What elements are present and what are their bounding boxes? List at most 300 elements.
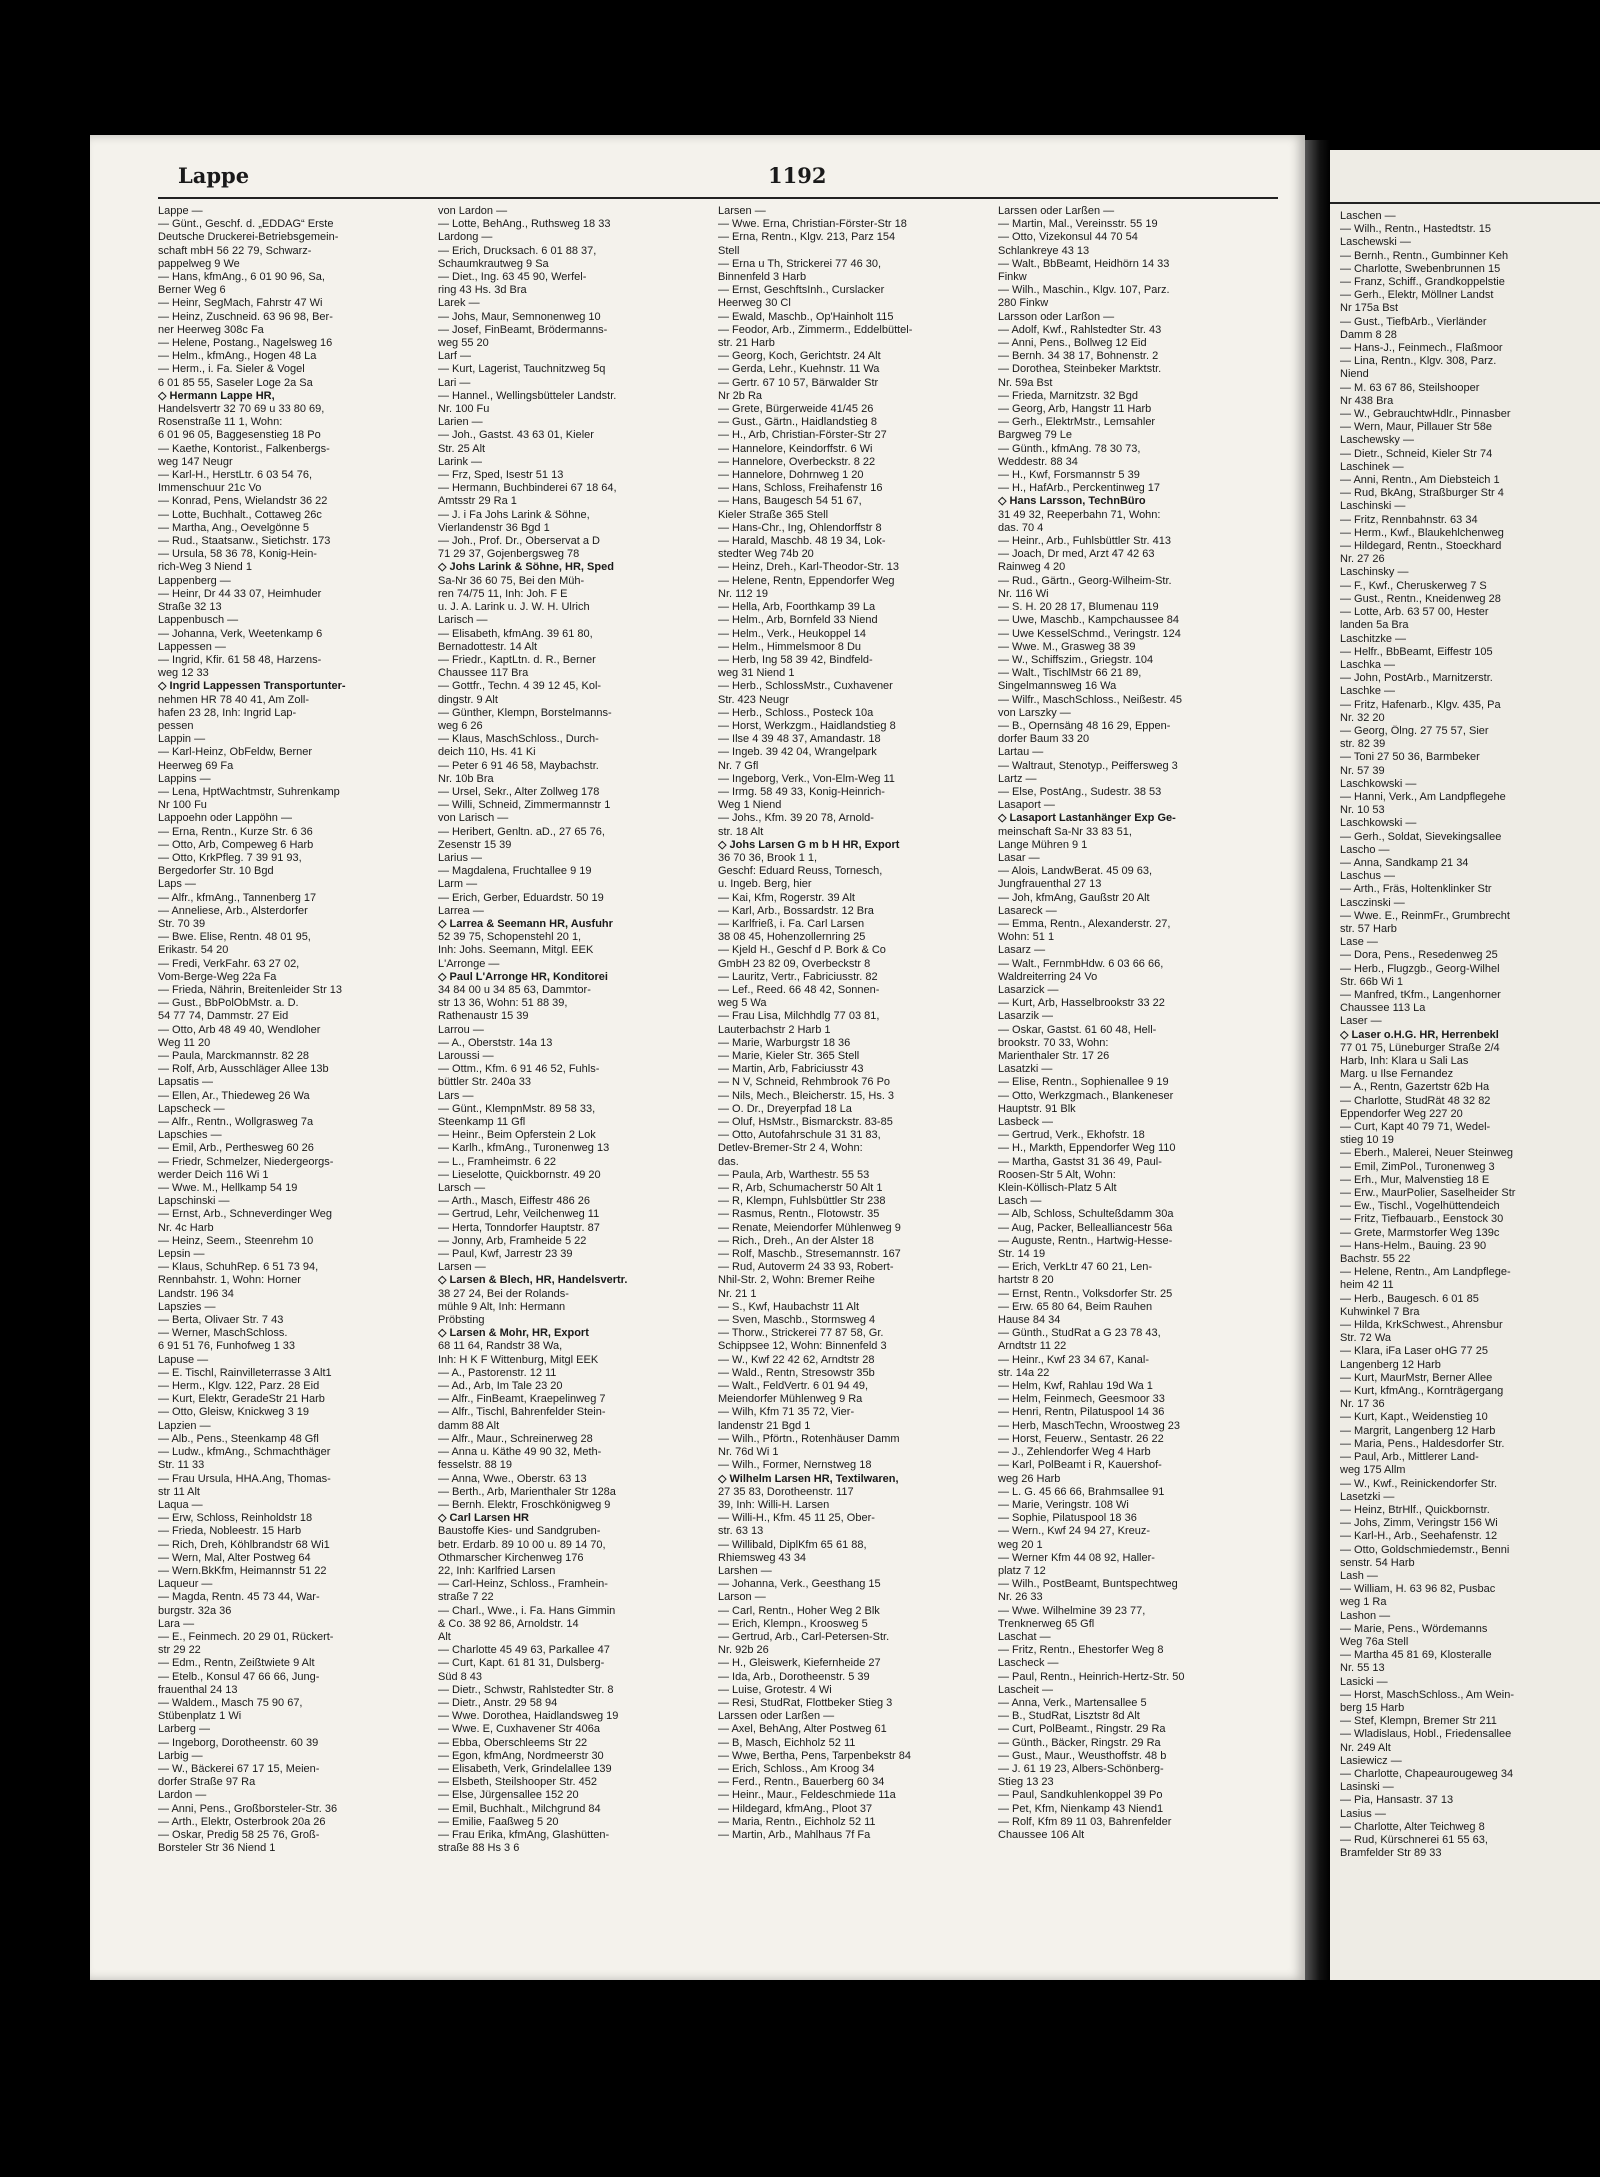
directory-entry: Nr. 100 Fu (438, 403, 490, 416)
directory-entry: — Lotte, Arb. 63 57 00, Hester (1340, 606, 1489, 619)
directory-entry: Finkw (998, 271, 1027, 284)
directory-entry: — Grete, Bürgerweide 41/45 26 (718, 403, 874, 416)
directory-entry: — Hanni, Verk., Am Landpflegehe (1340, 790, 1506, 803)
directory-entry: — Stef, Klempn, Bremer Str 211 (1340, 1715, 1497, 1728)
directory-entry: Heerweg 69 Fa (158, 759, 234, 772)
directory-entry: ◇ Johs Larink & Söhne, HR, Sped (438, 561, 614, 574)
directory-entry: — Rolf, Arb, Ausschläger Allee 13b (158, 1063, 329, 1076)
directory-entry: dorfer Straße 97 Ra (158, 1776, 256, 1789)
directory-entry: landenstr 21 Bgd 1 (718, 1419, 811, 1432)
directory-entry: — Ewald, Maschb., Op'Hainholt 115 (718, 310, 894, 323)
directory-entry: — Marie, Pens., Wördemanns (1340, 1622, 1488, 1635)
directory-entry: — Nils, Mech., Bleicherstr. 15, Hs. 3 (718, 1089, 895, 1102)
directory-entry: — Karl-H., HerstLtr. 6 03 54 76, (158, 469, 313, 482)
directory-entry: — Johs, Maur, Semnonenweg 10 (438, 310, 601, 323)
directory-entry: — Helm, Feinmech, Geesmoor 33 (998, 1393, 1165, 1406)
surname-heading: L'Arronge — (438, 957, 500, 970)
surname-heading: Lars — (438, 1089, 474, 1102)
listing-column-4 (998, 205, 1266, 1975)
directory-entry: ◇ Larsen & Mohr, HR, Export (438, 1327, 589, 1340)
directory-entry: Borsteler Str 36 Niend 1 (158, 1842, 276, 1855)
directory-entry: — Ingeborg, Dorotheenstr. 60 39 (158, 1736, 319, 1749)
directory-entry: ◇ Hans Larsson, TechnBüro (998, 495, 1146, 508)
directory-entry: — Erna, Rentn., Kurze Str. 6 36 (158, 825, 313, 838)
directory-entry: Stieg 13 23 (998, 1776, 1054, 1789)
surname-heading: Larshen — (718, 1564, 772, 1577)
directory-entry: — Ingeb. 39 42 04, Wrangelpark (718, 746, 877, 759)
directory-entry: — Heinr., Arb., Fuhlsbüttler Str. 413 (998, 535, 1172, 548)
directory-entry: — Dora, Pens., Resedenweg 25 (1340, 949, 1498, 962)
directory-entry: — Alfr., Rentn., Wollgrasweg 7a (158, 1116, 314, 1129)
directory-entry: — Uwe KesselSchmd., Veringstr. 124 (998, 627, 1181, 640)
directory-entry: — H., Kwf, Forsmannstr 5 39 (998, 469, 1140, 482)
directory-entry: — Hans-J., Feinmech., Flaßmoor (1340, 342, 1503, 355)
directory-entry: — Joh., Gastst. 43 63 01, Kieler (438, 429, 594, 442)
surname-heading: Laschka — (1340, 658, 1396, 671)
directory-entry: Nr. 249 Alt (1340, 1741, 1391, 1754)
directory-entry: — Otto, Werkzgmach., Blankeneser (998, 1089, 1174, 1102)
directory-entry: — Otto, Gleisw, Knickweg 3 19 (158, 1406, 310, 1419)
directory-entry: — Martha, Ang., Oevelgönne 5 (158, 521, 310, 534)
directory-entry: — Johs, Zimm, Veringstr 156 Wi (1340, 1517, 1498, 1530)
surname-heading: Lepsin — (158, 1248, 205, 1261)
directory-entry: — Kai, Kfm, Rogerstr. 39 Alt (718, 891, 855, 904)
directory-entry: Detlev-Bremer-Str 2 4, Wohn: (718, 1142, 863, 1155)
directory-entry: — Wwe. M., Hellkamp 54 19 (158, 1182, 298, 1195)
directory-entry: ring 43 Hs. 3d Bra (438, 284, 527, 297)
directory-entry: — Martin, Arb, Fabriciusstr 43 (718, 1063, 864, 1076)
surname-heading: Larsson oder Larßon — (998, 310, 1115, 323)
surname-heading: Lasinski — (1340, 1781, 1394, 1794)
directory-entry: Nr. 116 Wi (998, 587, 1049, 600)
surname-heading: Lasarzik — (998, 1010, 1054, 1023)
directory-entry: — H., Markth, Eppendorfer Weg 110 (998, 1142, 1176, 1155)
directory-entry: — Rolf, Kfm 89 11 03, Bahrenfelder (998, 1815, 1172, 1828)
directory-entry: — Heinz, Seem., Steenrehm 10 (158, 1234, 314, 1247)
directory-entry: — Herb, MaschTechn, Wroostweg 23 (998, 1419, 1180, 1432)
directory-entry: — Rich., Dreh., An der Alster 18 (718, 1234, 874, 1247)
directory-entry: — Manfred, tKfm., Langenhorner (1340, 988, 1501, 1001)
directory-entry: — Auguste, Rentn., Hartwig-Hesse- (998, 1234, 1173, 1247)
directory-entry: — Walt., FeldVertr. 6 01 94 49, (718, 1380, 868, 1393)
directory-entry: — Marie, Veringstr. 108 Wi (998, 1498, 1129, 1511)
directory-entry: — Emil, ZimPol., Turonenweg 3 (1340, 1160, 1495, 1173)
directory-entry: ◇ Hermann Lappe HR, (158, 389, 275, 402)
directory-entry: — Alfr., Tischl, Bahrenfelder Stein- (438, 1406, 606, 1419)
directory-entry: — Georg, Ölng. 27 75 57, Sier (1340, 724, 1489, 737)
directory-entry: — Willi-H., Kfm. 45 11 25, Ober- (718, 1512, 875, 1525)
directory-entry: Nhil-Str. 2, Wohn: Bremer Reihe (718, 1274, 875, 1287)
directory-entry: 34 84 00 u 34 85 63, Dammtor- (438, 983, 591, 996)
directory-entry: Nr 438 Bra (1340, 394, 1394, 407)
directory-entry: — Heinr., Beim Opferstein 2 Lok (438, 1129, 596, 1142)
directory-entry: nehmen HR 78 40 41, Am Zoll- (158, 693, 310, 706)
directory-entry: — R, Arb, Schumacherstr 50 Alt 1 (718, 1182, 883, 1195)
directory-entry: 52 39 75, Schopenstehl 20 1, (438, 931, 582, 944)
directory-entry: — Anna u. Käthe 49 90 32, Meth- (438, 1446, 602, 1459)
directory-entry: Roosen-Str 5 Alt, Wohn: (998, 1168, 1116, 1181)
directory-entry: — Werner Kfm 44 08 92, Haller- (998, 1551, 1155, 1564)
directory-entry: str. 57 Harb (1340, 922, 1397, 935)
directory-entry: werder Deich 116 Wi 1 (158, 1168, 269, 1181)
surname-heading: Laschke — (1340, 685, 1396, 698)
directory-entry: — N V, Schneid, Rehmbrook 76 Po (718, 1076, 891, 1089)
directory-entry: — Erna u Th, Strickerei 77 46 30, (718, 257, 882, 270)
directory-entry: — Otto, Arb 48 49 40, Wendloher (158, 1023, 321, 1036)
running-head-surname: Lappe (178, 163, 250, 188)
directory-entry: — Oluf, HsMstr., Bismarckstr. 83-85 (718, 1116, 893, 1129)
directory-entry: — Kurt, MaurMstr, Berner Allee (1340, 1371, 1493, 1384)
directory-entry: — Helm, Kwf, Rahlau 19d Wa 1 (998, 1380, 1153, 1393)
surname-heading: Lasetzki — (1340, 1490, 1395, 1503)
directory-entry: Nr. 92b 26 (718, 1644, 769, 1657)
surname-heading: Lappenbusch — (158, 614, 239, 627)
directory-entry: straße 7 22 (438, 1591, 494, 1604)
directory-entry: Niend (1340, 368, 1369, 381)
directory-entry: — Waltraut, Stenotyp., Peiffersweg 3 (998, 759, 1178, 772)
directory-entry: Alt (438, 1630, 451, 1643)
surname-heading: Lasch — (998, 1195, 1042, 1208)
surname-heading: Lasius — (1340, 1807, 1386, 1820)
directory-entry: — Frau Lisa, Milchhdlg 77 03 81, (718, 1010, 880, 1023)
directory-entry: — Ingeborg, Verk., Von-Elm-Weg 11 (718, 772, 895, 785)
directory-entry: Vierlandenstr 36 Bgd 1 (438, 521, 550, 534)
directory-entry: 6 01 85 55, Saseler Loge 2a Sa (158, 376, 313, 389)
directory-entry: Jungfrauenthal 27 13 (998, 878, 1102, 891)
directory-entry: — Helene, Rentn., Am Landpflege- (1340, 1266, 1511, 1279)
surname-heading: Larisch — (438, 614, 488, 627)
directory-entry: — Wilh., Maschin., Klgv. 107, Parz. (998, 284, 1170, 297)
directory-entry: meinschaft Sa-Nr 33 83 51, (998, 825, 1132, 838)
directory-entry: — Hans, Baugesch 54 51 67, (718, 495, 862, 508)
directory-entry: Nr. 112 19 (718, 587, 768, 600)
directory-entry: mühle 9 Alt, Inh: Hermann (438, 1300, 566, 1313)
directory-entry: — Helm., kfmAng., Hogen 48 La (158, 350, 317, 363)
surname-heading: Lapsatis — (158, 1076, 214, 1089)
directory-entry: ◇ Larrea & Seemann HR, Ausfuhr (438, 917, 613, 930)
directory-entry: — Werner, MaschSchloss. (158, 1327, 288, 1340)
directory-entry: — Erna, Rentn., Klgv. 213, Parz 154 (718, 231, 896, 244)
directory-entry: büttler Str. 240a 33 (438, 1076, 531, 1089)
directory-entry: str 13 36, Wohn: 51 88 39, (438, 997, 568, 1010)
directory-entry: — Ferd., Rentn., Bauerberg 60 34 (718, 1776, 885, 1789)
directory-entry: — Ad., Arb, Im Tale 23 20 (438, 1380, 563, 1393)
directory-entry: straße 88 Hs 3 6 (438, 1842, 520, 1855)
directory-entry: — Magdalena, Fruchtallee 9 19 (438, 865, 592, 878)
directory-entry: frauenthal 24 13 (158, 1683, 238, 1696)
directory-entry: — H., Arb, Christian-Förster-Str 27 (718, 429, 887, 442)
directory-entry: ner Heerweg 308c Fa (158, 323, 264, 336)
directory-entry: — Adolf, Kwf., Rahlstedter Str. 43 (998, 323, 1162, 336)
directory-entry: deich 110, Hs. 41 Ki (438, 746, 536, 759)
directory-entry: — Karl-H., Arb., Seehafenstr. 12 (1340, 1530, 1498, 1543)
directory-entry: Nr. 10b Bra (438, 772, 494, 785)
directory-entry: — Else, Jürgensallee 152 20 (438, 1789, 579, 1802)
directory-entry: — Dietr., Schwstr, Rahlstedter Str. 8 (438, 1683, 614, 1696)
directory-entry: — Edm., Rentn, Zeißtwiete 9 Alt (158, 1657, 315, 1670)
directory-entry: Nr. 27 26 (1340, 553, 1385, 566)
directory-entry: — Hans-Helm., Bauing. 23 90 (1340, 1239, 1487, 1252)
surname-heading: Lapszies — (158, 1300, 216, 1313)
directory-entry: stedter Weg 74b 20 (718, 548, 814, 561)
directory-entry: Lauterbachstr 2 Harb 1 (718, 1023, 831, 1036)
directory-entry: — Fritz, Rennbahnstr. 63 34 (1340, 513, 1478, 526)
directory-entry: — Alfr., kfmAng., Tannenberg 17 (158, 891, 317, 904)
directory-entry: — Emil, Buchhalt., Milchgrund 84 (438, 1802, 601, 1815)
directory-entry: — Karl, PolBeamt i R, Kauershof- (998, 1459, 1162, 1472)
directory-entry: 27 35 83, Dorotheenstr. 117 (718, 1485, 854, 1498)
surname-heading: Laps — (158, 878, 196, 891)
directory-entry: — Heinz, Dreh., Karl-Theodor-Str. 13 (718, 561, 899, 574)
listing-column-2 (438, 205, 706, 1975)
surname-heading: Laschinski — (1340, 500, 1406, 513)
directory-entry: — Ingrid, Kfir. 61 58 48, Harzens- (158, 653, 322, 666)
directory-entry: — Resi, StudRat, Flottbeker Stieg 3 (718, 1696, 893, 1709)
directory-entry: — W., Schiffszim., Griegstr. 104 (998, 653, 1154, 666)
directory-entry: Nr. 26 33 (998, 1591, 1043, 1604)
directory-entry: — Wald., Rentn, Stresowstr 35b (718, 1366, 875, 1379)
directory-entry: — Helene, Postang., Nagelsweg 16 (158, 337, 333, 350)
directory-entry: — Arth., Elektr, Osterbrook 20a 26 (158, 1815, 326, 1828)
directory-page (90, 135, 1305, 1980)
directory-entry: — Arth., Fräs, Holtenklinker Str (1340, 883, 1492, 896)
directory-entry: — Johanna, Verk., Geesthang 15 (718, 1578, 881, 1591)
surname-heading: Lascho — (1340, 843, 1390, 856)
directory-entry: — Ernst, Arb., Schneverdinger Weg (158, 1208, 333, 1221)
directory-entry: — Helm., Himmelsmoor 8 Du (718, 640, 862, 653)
directory-entry: — Hildegard, Rentn., Stoeckhard (1340, 540, 1502, 553)
directory-entry: — Fredi, VerkFahr. 63 27 02, (158, 957, 300, 970)
surname-heading: von Lardon — (438, 205, 508, 217)
directory-entry: 6 01 96 05, Baggesenstieg 18 Po (158, 429, 321, 442)
directory-entry: Weg 76a Stell (1340, 1635, 1409, 1648)
directory-entry: — Heinz, Zuschneid. 63 96 98, Ber- (158, 310, 333, 323)
directory-entry: pessen (158, 719, 194, 732)
directory-entry: — Rud., Staatsanw., Sietichstr. 173 (158, 535, 331, 548)
directory-entry: — Henri, Rentn, Pilatuspool 14 36 (998, 1406, 1165, 1419)
directory-entry: Hause 84 34 (998, 1314, 1061, 1327)
directory-entry: — Alb., Pens., Steenkamp 48 Gfl (158, 1432, 319, 1445)
directory-entry: — Rich, Dreh, Köhlbrandstr 68 Wi1 (158, 1538, 330, 1551)
directory-entry: Bergedorfer Str. 10 Bgd (158, 865, 274, 878)
directory-entry: dorfer Baum 33 20 (998, 733, 1090, 746)
directory-entry: str 29 22 (158, 1644, 201, 1657)
directory-entry: — Herb., SchlossMstr., Cuxhavener (718, 680, 893, 693)
directory-entry: — Karl-Heinz, ObFeldw, Berner (158, 746, 313, 759)
directory-entry: Bargweg 79 Le (998, 429, 1072, 442)
directory-entry: Nr 175a Bst (1340, 302, 1399, 315)
surname-heading: Lappoehn oder Lappöhn — (158, 812, 292, 825)
directory-entry: — Frz, Sped, Isestr 51 13 (438, 469, 564, 482)
surname-heading: Larink — (438, 455, 483, 468)
directory-entry: Pröbsting (438, 1314, 485, 1327)
directory-entry: fesselstr. 88 19 (438, 1459, 512, 1472)
directory-entry: — Emma, Rentn., Alexanderstr. 27, (998, 917, 1171, 930)
directory-entry: Amtsstr 29 Ra 1 (438, 495, 517, 508)
directory-entry: str. 82 39 (1340, 738, 1386, 751)
directory-entry: — Herb, Ing 58 39 42, Bindfeld- (718, 653, 873, 666)
directory-entry: — Pet, Kfm, Nienkamp 43 Niend1 (998, 1802, 1164, 1815)
directory-entry: landen 5a Bra (1340, 619, 1409, 632)
directory-entry: — Wilh, Kfm 71 35 72, Vier- (718, 1406, 855, 1419)
directory-entry: — Hans-Chr., Ing, Ohlendorffstr 8 (718, 521, 882, 534)
directory-entry: — W., Kwf 22 42 62, Arndtstr 28 (718, 1353, 875, 1366)
directory-entry: Schaumkrautweg 9 Sa (438, 257, 549, 270)
directory-entry: — Ilse 4 39 48 37, Amandastr. 18 (718, 733, 881, 746)
directory-entry: 77 01 75, Lüneburger Straße 2/4 (1340, 1041, 1500, 1054)
directory-entry: — Hella, Arb, Foorthkamp 39 La (718, 601, 876, 614)
directory-entry: Chaussee 113 La (1340, 1002, 1426, 1015)
directory-entry: — Rolf, Maschb., Stresemannstr. 167 (718, 1248, 901, 1261)
directory-entry: Str. 66b Wi 1 (1340, 975, 1403, 988)
surname-heading: Larson — (718, 1591, 766, 1604)
directory-entry: — H., HafArb., Perckentinweg 17 (998, 482, 1161, 495)
directory-entry: — Dorothea, Steinbeker Marktstr. (998, 363, 1162, 376)
surname-heading: Lasaport — (998, 799, 1055, 812)
directory-entry: — Bernh. 34 38 17, Bohnenstr. 2 (998, 350, 1159, 363)
directory-entry: — Lina, Rentn., Klgv. 308, Parz. (1340, 355, 1497, 368)
directory-entry: — Gertrud, Lehr, Veilchenweg 11 (438, 1208, 600, 1221)
directory-entry: — Frieda, Nobleestr. 15 Harb (158, 1525, 302, 1538)
book-spine-shadow (1305, 140, 1330, 1980)
surname-heading: Laschewsky — (1340, 434, 1414, 447)
surname-heading: Lardong — (438, 231, 493, 244)
directory-entry: Eppendorfer Weg 227 20 (1340, 1107, 1463, 1120)
directory-entry: — Hans, Schloss, Freihafenstr 16 (718, 482, 883, 495)
directory-entry: — Kjeld H., Geschf d P. Bork & Co (718, 944, 886, 957)
directory-entry: — Bwe. Elise, Rentn. 48 01 95, (158, 931, 311, 944)
directory-entry: Trenknerweg 65 Gfl (998, 1617, 1095, 1630)
directory-entry: weg 175 Allm (1340, 1464, 1406, 1477)
directory-entry: Bernadottestr. 14 Alt (438, 640, 538, 653)
directory-entry: — Erich, Drucksach. 6 01 88 37, (438, 244, 597, 257)
directory-entry: — L. G. 45 66 66, Brahmsallee 91 (998, 1485, 1165, 1498)
directory-entry: Nr. 32 20 (1340, 711, 1385, 724)
directory-entry: weg 5 Wa (718, 997, 767, 1010)
directory-entry: — Helm., Verk., Heukoppel 14 (718, 627, 866, 640)
surname-heading: Lase — (1340, 936, 1378, 949)
directory-entry: Klein-Köllisch-Platz 5 Alt (998, 1182, 1117, 1195)
directory-entry: hartstr 8 20 (998, 1274, 1054, 1287)
directory-entry: — Günt., Geschf. d. „EDDAG“ Erste (158, 218, 334, 231)
directory-entry: Rathenaustr 15 39 (438, 1010, 529, 1023)
directory-entry: — Gust., Maur., Weusthoffstr. 48 b (998, 1749, 1167, 1762)
directory-entry: berg 15 Harb (1340, 1701, 1405, 1714)
directory-entry: Landstr. 196 34 (158, 1287, 234, 1300)
directory-entry: — Margrit, Langenberg 12 Harb (1340, 1424, 1496, 1437)
surname-heading: Lash — (1340, 1569, 1378, 1582)
directory-entry: — Ellen, Ar., Thiedeweg 26 Wa (158, 1089, 310, 1102)
directory-entry: Berner Weg 6 (158, 284, 226, 297)
directory-entry: — Ew., Tischl., Vogelhüttendeich (1340, 1200, 1500, 1213)
directory-entry: — Renate, Meiendorfer Mühlenweg 9 (718, 1221, 901, 1234)
directory-entry: — Gust., Gärtn., Haidlandstieg 8 (718, 416, 877, 429)
directory-entry: — Wwe. E., ReinmFr., Grumbrecht (1340, 909, 1510, 922)
directory-entry: — Oskar, Predig 58 25 76, Groß- (158, 1828, 320, 1841)
directory-entry: — Paul, Arb., Mittlerer Land- (1340, 1451, 1479, 1464)
directory-entry: — Anna, Wwe., Oberstr. 63 13 (438, 1472, 587, 1485)
directory-entry: Weg 1 Niend (718, 799, 782, 812)
directory-entry: Immenschuur 21c Vo (158, 482, 262, 495)
directory-entry: Str. 11 33 (158, 1459, 205, 1472)
directory-entry: — William, H. 63 96 82, Pusbac (1340, 1583, 1496, 1596)
surname-heading: Lari — (438, 376, 471, 389)
directory-entry: str. 14a 22 (998, 1366, 1050, 1379)
surname-heading: Larien — (438, 416, 483, 429)
directory-entry: — Oskar, Gastst. 61 60 48, Hell- (998, 1023, 1157, 1036)
directory-entry: — B., Opernsäng 48 16 29, Eppen- (998, 719, 1171, 732)
directory-entry: — Gust., Rentn., Kneidenweg 28 (1340, 592, 1501, 605)
directory-entry: — Günth., Bäcker, Ringstr. 29 Ra (998, 1736, 1161, 1749)
directory-entry: — Martha, Gastst 31 36 49, Paul- (998, 1155, 1162, 1168)
directory-entry: — J. i Fa Johs Larink & Söhne, (438, 508, 590, 521)
directory-entry: 280 Finkw (998, 297, 1049, 310)
directory-entry: Schippsee 12, Wohn: Binnenfeld 3 (718, 1340, 887, 1353)
directory-entry: — Paul, Kwf, Jarrestr 23 39 (438, 1248, 573, 1261)
directory-entry: senstr. 54 Harb (1340, 1556, 1415, 1569)
directory-entry: Chaussee 106 Alt (998, 1828, 1085, 1841)
directory-entry: — Gerda, Lehr., Kuehnstr. 11 Wa (718, 363, 880, 376)
directory-entry: — Otto, Autofahrschule 31 31 83, (718, 1129, 881, 1142)
directory-entry: u. J. A. Larink u. J. W. H. Ulrich (438, 601, 590, 614)
directory-entry: 54 77 74, Dammstr. 27 Eid (158, 1010, 289, 1023)
directory-entry: — Alois, LandwBerat. 45 09 63, (998, 865, 1153, 878)
directory-entry: ◇ Carl Larsen HR (438, 1512, 529, 1525)
directory-entry: — A., Rentn, Gazertstr 62b Ha (1340, 1081, 1490, 1094)
directory-entry: — Feodor, Arb., Zimmerm., Eddelbüttel- (718, 323, 913, 336)
directory-entry: — Otto, Vizekonsul 44 70 54 (998, 231, 1138, 244)
surname-heading: Lapschies — (158, 1129, 222, 1142)
directory-entry: — Günth., kfmAng. 78 30 73, (998, 442, 1141, 455)
directory-entry: — Gottfr., Techn. 4 39 12 45, Kol- (438, 680, 602, 693)
directory-entry: — Erich, VerkLtr 47 60 21, Len- (998, 1261, 1153, 1274)
directory-entry: — Bernh. Elektr, Froschkönigweg 9 (438, 1498, 611, 1511)
directory-entry: — Heinr., Maur., Feldeschmiede 11a (718, 1789, 896, 1802)
directory-entry: Chaussee 117 Bra (438, 667, 529, 680)
directory-entry: — Anni, Pens., Großborsteler-Str. 36 (158, 1802, 338, 1815)
directory-entry: Erikastr. 54 20 (158, 944, 229, 957)
surname-heading: Larrou — (438, 1023, 484, 1036)
directory-entry: — Elisabeth, kfmAng. 39 61 80, (438, 627, 593, 640)
directory-entry: — Sophie, Pilatuspool 18 36 (998, 1512, 1137, 1525)
directory-entry: dingstr. 9 Alt (438, 693, 498, 706)
directory-entry: — W., Bäckerei 67 17 15, Meien- (158, 1762, 320, 1775)
directory-entry: Stell (718, 244, 740, 257)
directory-entry: — Kurt, Arb, Hasselbrookstr 33 22 (998, 997, 1165, 1010)
directory-entry: — Anni, Rentn., Am Diebsteich 1 (1340, 474, 1500, 487)
directory-entry: — Ernst, Rentn., Volksdorfer Str. 25 (998, 1287, 1173, 1300)
directory-entry: — Hans, kfmAng., 6 01 90 96, Sa, (158, 271, 325, 284)
directory-entry: rich-Weg 3 Niend 1 (158, 561, 252, 574)
surname-heading: Laschat — (998, 1630, 1051, 1643)
directory-entry: 36 70 36, Brook 1 1, (718, 851, 818, 864)
directory-entry: — Wern, Mal, Alter Postweg 64 (158, 1551, 311, 1564)
directory-entry: Wohn: 51 1 (998, 931, 1055, 944)
directory-entry: — Hildegard, kfmAng., Ploot 37 (718, 1802, 873, 1815)
surname-heading: Laroussi — (438, 1050, 494, 1062)
directory-entry: — Erw., MaurPolier, Saselheider Str (1340, 1187, 1516, 1200)
directory-entry: Straße 32 13 (158, 601, 222, 614)
directory-entry: — Helene, Rentn, Eppendorfer Weg (718, 574, 895, 587)
directory-entry: — Walt., BbBeamt, Heidhörn 14 33 (998, 257, 1170, 270)
directory-entry: — Paul, Sandkuhlenkoppel 39 Po (998, 1789, 1163, 1802)
surname-heading: Laschus — (1340, 870, 1396, 883)
directory-entry: — F., Kwf., Cheruskerweg 7 S (1340, 579, 1487, 592)
directory-entry: Inh: H K F Wittenburg, Mitgl EEK (438, 1353, 599, 1366)
directory-entry: Handelsvertr 32 70 69 u 33 80 69, (158, 403, 325, 416)
directory-entry: — Grete, Marmstorfer Weg 139c (1340, 1226, 1500, 1239)
surname-heading: Laschkowski — (1340, 777, 1417, 790)
